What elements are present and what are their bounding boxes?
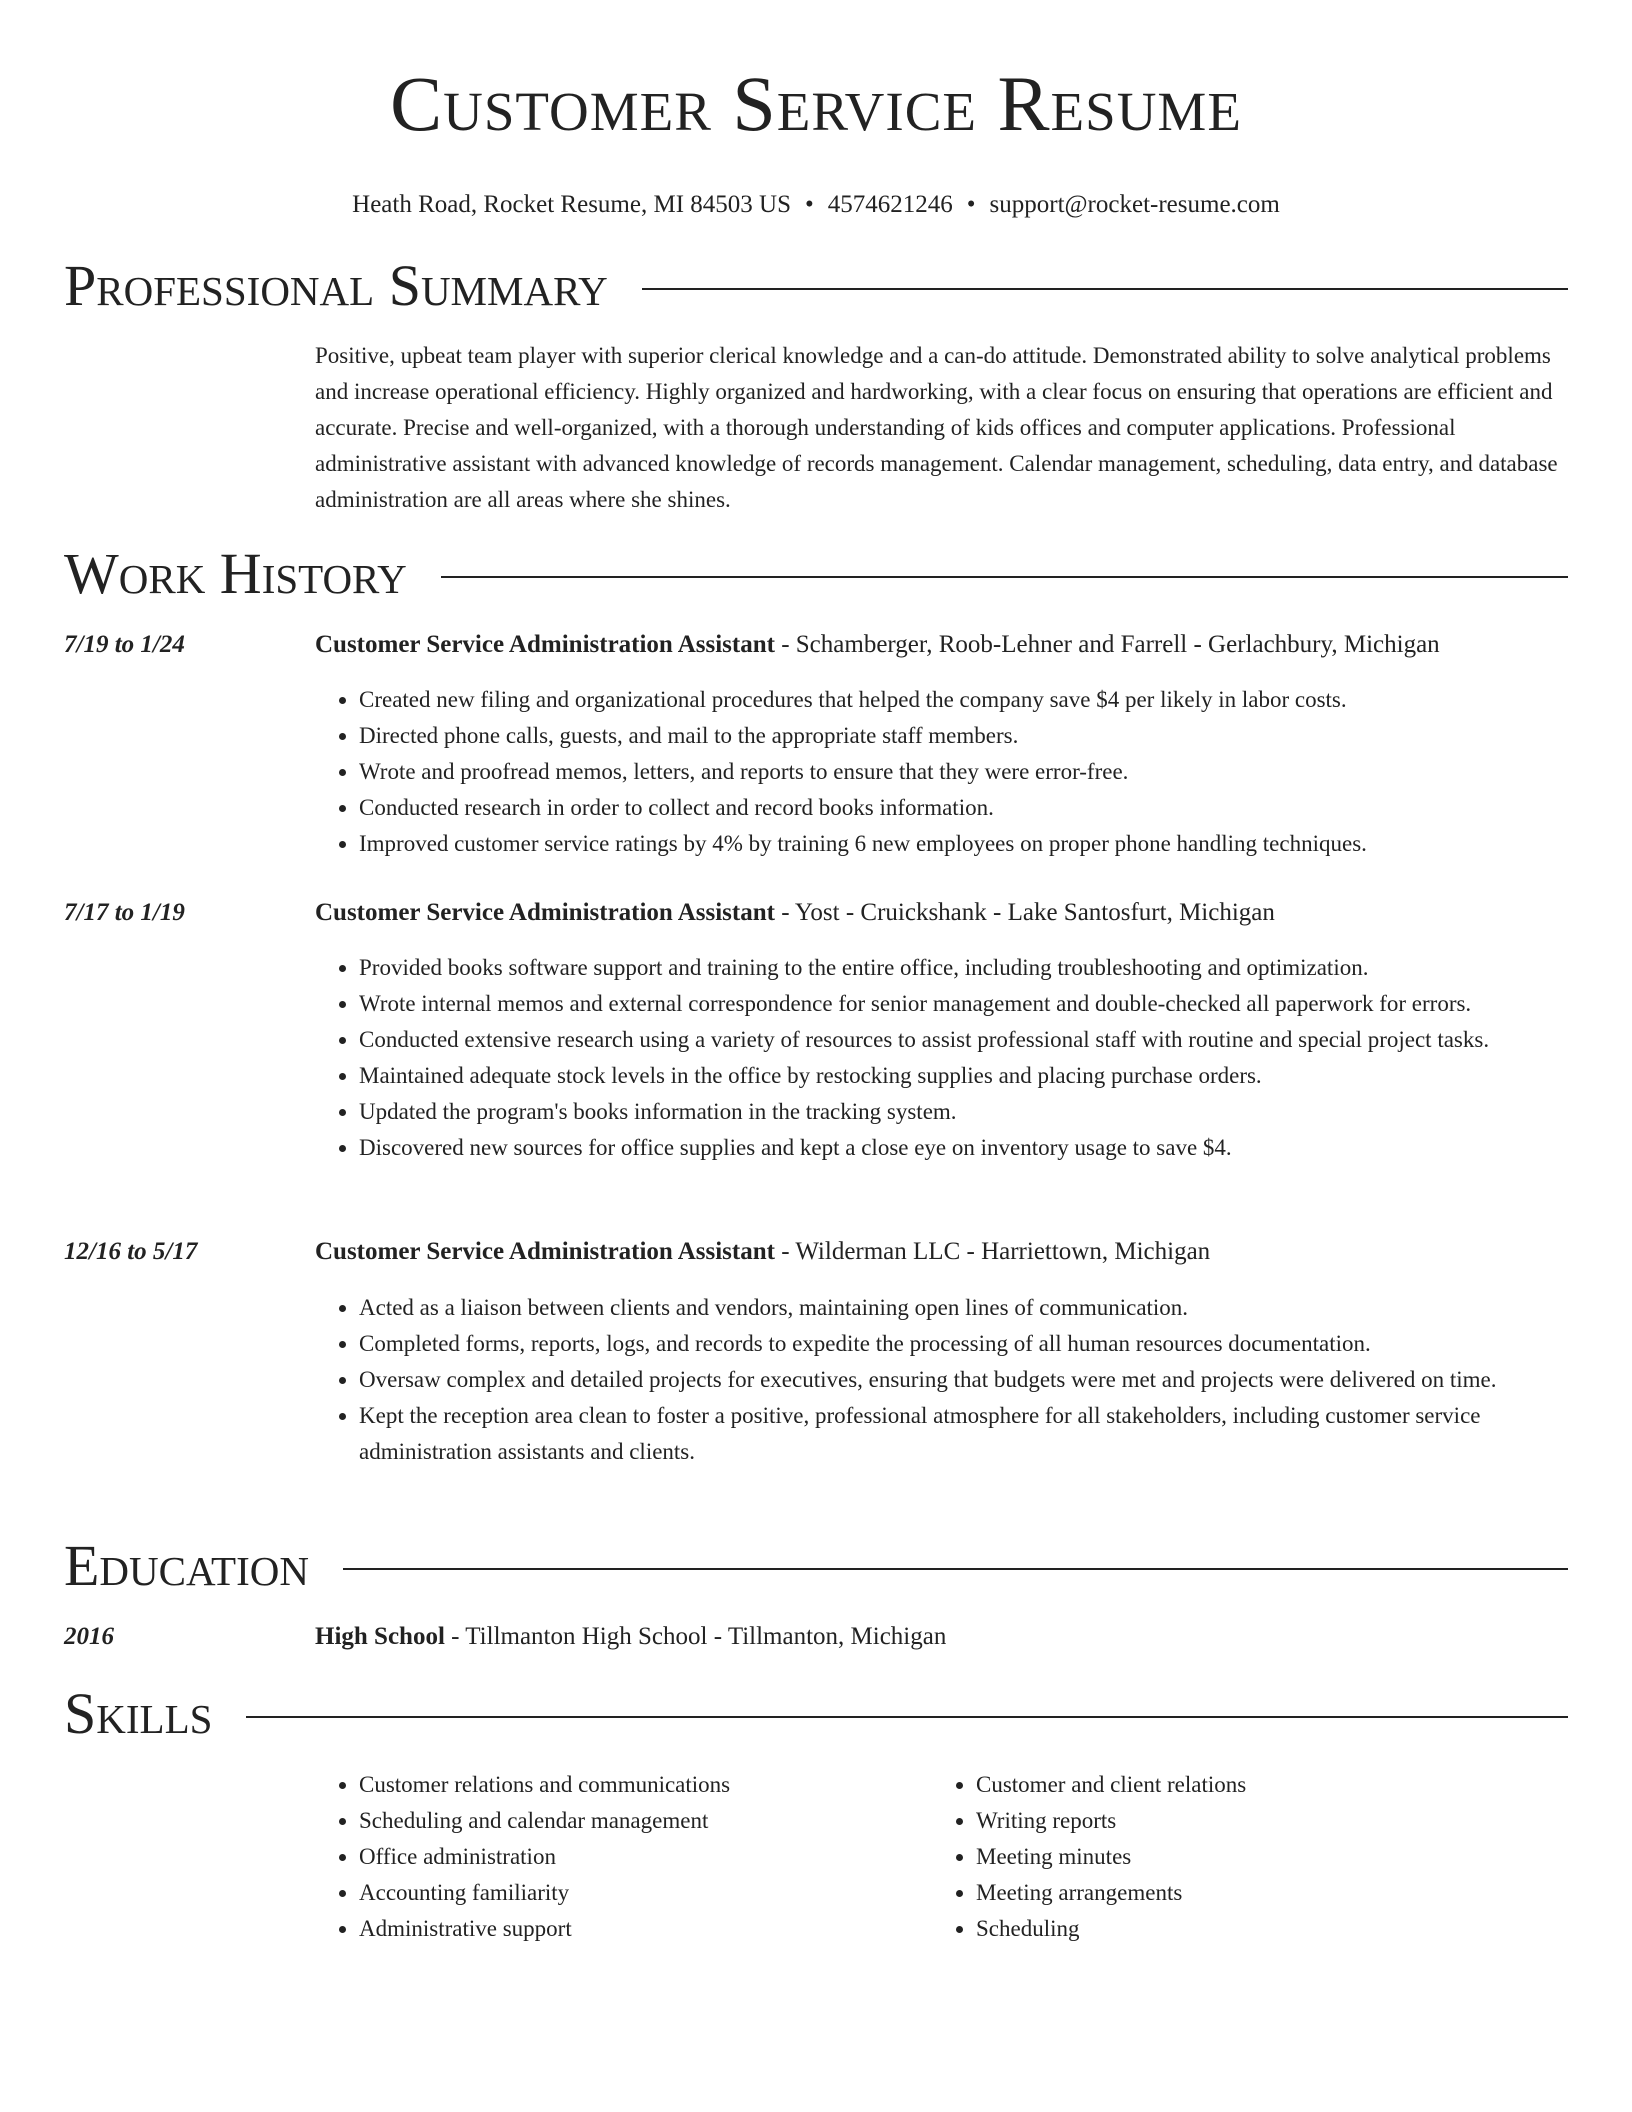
skill-item: • Accounting familiarity	[359, 1875, 929, 1911]
resume-title: Customer Service Resume	[390, 60, 1242, 147]
list-item: • Discovered new sources for office supplies and kept a close eye on inventory usage to save $4.	[359, 1130, 1617, 1166]
job-dates: 7/19 to 1/24	[64, 631, 185, 658]
list-item: • Completed forms, reports, logs, and records to expedite the processing of all human resources documentation.	[359, 1326, 1617, 1362]
list-item: • Kept the reception area clean to foster a positive, professional atmosphere for all stakeholders, including customer service administration assistants and clients.	[359, 1398, 1617, 1470]
section-divider	[642, 288, 1568, 290]
job-role: Customer Service Administration Assistant	[315, 631, 775, 658]
job-dates: 7/17 to 1/19	[64, 899, 185, 926]
job-role: Customer Service Administration Assistant	[315, 899, 775, 926]
skill-item: • Scheduling and calendar management	[359, 1803, 929, 1839]
skill-item: • Writing reports	[976, 1803, 1576, 1839]
section-divider	[343, 1568, 1568, 1570]
job-bullets	[315, 950, 1617, 1166]
address: Heath Road, Rocket Resume, MI 84503 US	[352, 191, 791, 218]
education-year: 2016	[64, 1623, 114, 1650]
skill-item: • Meeting arrangements	[976, 1875, 1576, 1911]
section-title: Skills	[64, 1681, 213, 1746]
list-item: • Acted as a liaison between clients and vendors, maintaining open lines of communication.	[359, 1290, 1617, 1326]
section-title: Professional Summary	[64, 253, 608, 318]
summary-text: Positive, upbeat team player with superior clerical knowledge and a can-do attitude. Demonstrated ability to solve analytical problems and increase operational efficiency. Highly organized and hardworking, with a clear focus on ensuring that operations are efficient and accurate. Precise and well-organized, with a thorough understanding of kids offices and computer applications. Professional administrative assistant with advanced knowledge of records management. Calendar management, scheduling, data entry, and database administration are all areas where she shines.	[315, 343, 1558, 512]
skill-item: • Administrative support	[359, 1911, 929, 1947]
list-item: • Created new filing and organizational procedures that helped the company save $4 per likely in labor costs.	[359, 682, 1617, 718]
education-line	[315, 1619, 1573, 1655]
list-item: • Maintained adequate stock levels in the office by restocking supplies and placing purchase orders.	[359, 1058, 1617, 1094]
separator-bullet: •	[805, 191, 814, 218]
section-title: Work History	[64, 541, 407, 606]
list-item: • Wrote internal memos and external correspondence for senior management and double-checked all paperwork for errors.	[359, 986, 1617, 1022]
skill-item: • Customer relations and communications	[359, 1767, 929, 1803]
job-title-line	[315, 895, 1573, 931]
job-dates: 12/16 to 5/17	[64, 1238, 198, 1265]
skills-list-left	[315, 1767, 929, 1947]
email: support@rocket-resume.com	[989, 191, 1280, 218]
summary-heading	[64, 254, 1568, 318]
job-employer: - Schamberger, Roob-Lehner and Farrell - Gerlachbury, Michigan	[774, 631, 1440, 658]
job-employer: - Yost - Cruickshank - Lake Santosfurt, Michigan	[774, 899, 1275, 926]
section-title: Education	[64, 1533, 309, 1598]
education-heading	[64, 1534, 1568, 1598]
skill-item: • Office administration	[359, 1839, 929, 1875]
list-item: • Provided books software support and training to the entire office, including troubleshooting and optimization.	[359, 950, 1617, 986]
job-title-line	[315, 1234, 1573, 1270]
job-bullets	[315, 1290, 1617, 1470]
skill-item: • Customer and client relations	[976, 1767, 1576, 1803]
job-title-line	[315, 627, 1573, 663]
phone: 4574621246	[827, 191, 953, 218]
skill-item: • Scheduling	[976, 1911, 1576, 1947]
list-item: • Conducted extensive research using a variety of resources to assist professional staff with routine and special project tasks.	[359, 1022, 1617, 1058]
list-item: • Wrote and proofread memos, letters, and reports to ensure that they were error-free.	[359, 754, 1617, 790]
education-degree: High School	[315, 1623, 445, 1650]
separator-bullet: •	[966, 191, 976, 218]
list-item: • Conducted research in order to collect and record books information.	[359, 790, 1617, 826]
list-item: • Directed phone calls, guests, and mail to the appropriate staff members.	[359, 718, 1617, 754]
section-divider	[246, 1716, 1568, 1718]
skills-list-right	[932, 1767, 1576, 1947]
job-employer: - Wilderman LLC - Harriettown, Michigan	[774, 1238, 1211, 1265]
section-divider	[441, 576, 1568, 578]
contact-line	[0, 188, 1632, 222]
skills-heading	[64, 1682, 1568, 1746]
skill-item: • Meeting minutes	[976, 1839, 1576, 1875]
list-item: • Updated the program's books information in the tracking system.	[359, 1094, 1617, 1130]
list-item: • Oversaw complex and detailed projects for executives, ensuring that budgets were met and projects were delivered on time.	[359, 1362, 1617, 1398]
job-bullets	[315, 682, 1617, 862]
education-school: - Tillmanton High School - Tillmanton, Michigan	[444, 1623, 947, 1650]
job-role: Customer Service Administration Assistant	[315, 1238, 775, 1265]
resume-header	[0, 54, 1632, 222]
work-history-heading	[64, 542, 1568, 606]
list-item: • Improved customer service ratings by 4% by training 6 new employees on proper phone handling techniques.	[359, 826, 1617, 862]
